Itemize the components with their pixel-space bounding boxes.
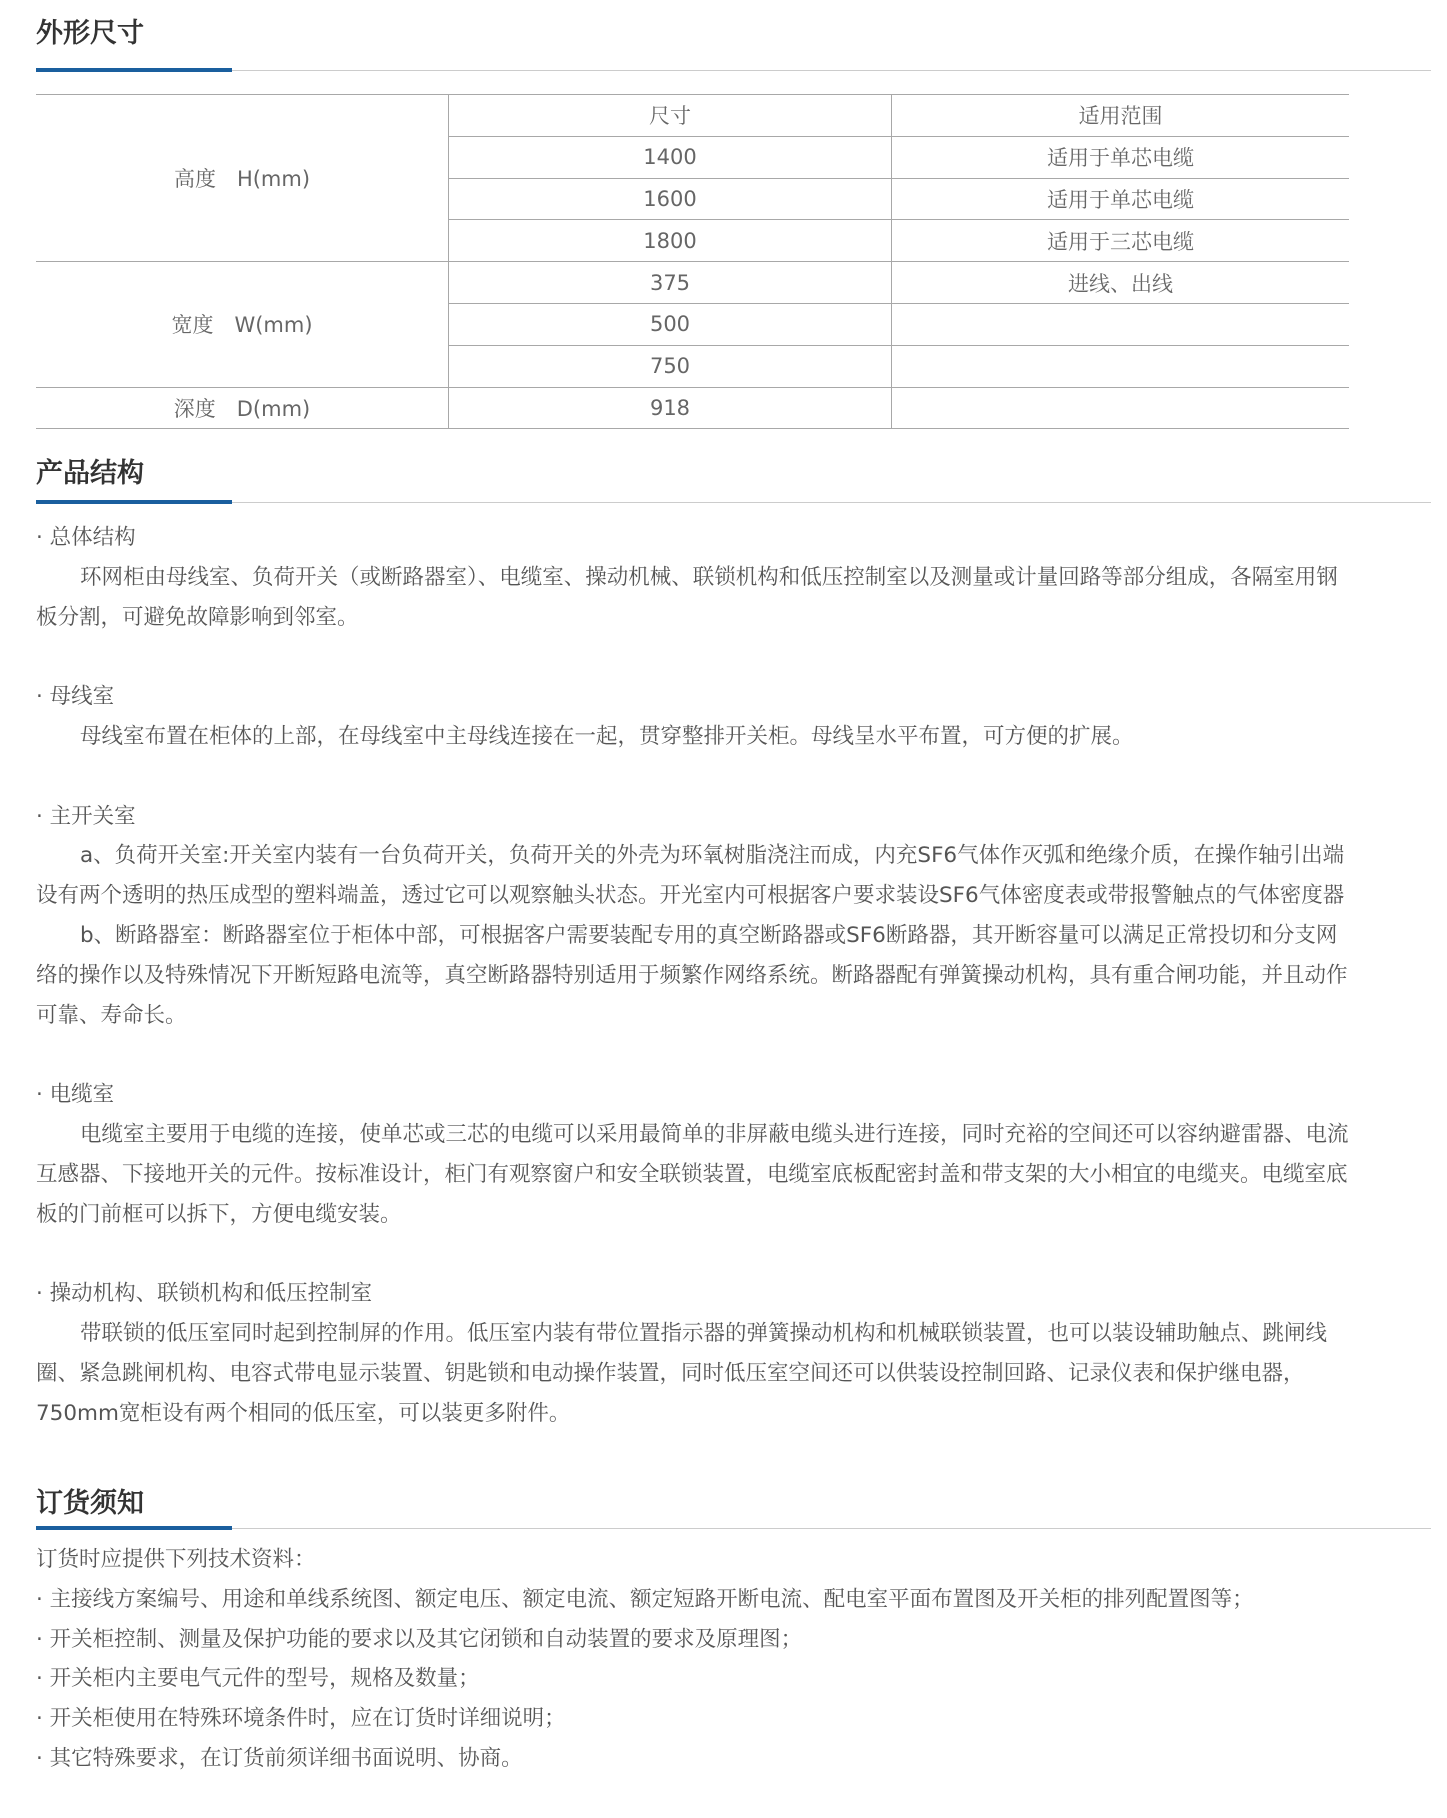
- busbar-text: 母线室布置在柜体的上部，在母线室中主母线连接在一起，贯穿整排开关柜。母线呈水平布置，可方便的扩展。: [80, 723, 1134, 749]
- section-header-structure: [36, 456, 1431, 512]
- divider: [36, 502, 1431, 503]
- list-item: · 其它特殊要求，在订货前须详细书面说明、协商。: [36, 1745, 523, 1771]
- size-cell: 918: [449, 387, 892, 429]
- section-header-ordering: [36, 1486, 1431, 1542]
- header-range: 适用范围: [892, 95, 1350, 137]
- section-accent-bar: [36, 68, 232, 72]
- section-header-dimensions: [36, 16, 1431, 72]
- table-row: [36, 262, 1349, 304]
- range-cell: 适用于三芯电缆: [892, 220, 1350, 262]
- cable-text: 电缆室主要用于电缆的连接，使单芯或三芯的电缆可以采用最简单的非屏蔽电缆头进行连接，同时充裕的空间还可以容纳避雷器、电流互感器、下接地开关的元件。按标准设计，柜门有观察窗户和安全联锁装置，电缆室底板配密封盖和带支架的大小相宜的电缆夹。电缆室底板的门前框可以拆下，方便电缆安装。: [36, 1121, 1349, 1227]
- range-cell: 适用于单芯电缆: [892, 178, 1350, 220]
- divider: [36, 70, 1431, 71]
- width-label: 宽度 W(mm): [171, 313, 313, 338]
- size-cell: 1600: [449, 178, 892, 220]
- main-switch-text-b: b、断路器室：断路器室位于柜体中部，可根据客户需要装配专用的真空断路器或SF6断路器，其开断容量可以满足正常投切和分支网络的操作以及特殊情况下开断短路电流等，真空断路器特别适用于频繁作网络系统。断路器配有弹簧操动机构，具有重合闸功能，并且动作可靠、寿命长。: [36, 922, 1348, 1028]
- section-title: 外形尺寸: [36, 18, 144, 49]
- main-switch-text-a: a、负荷开关室:开关室内装有一台负荷开关，负荷开关的外壳为环氧树脂浇注而成，内充SF6气体作灭弧和绝缘介质，在操作轴引出端设有两个透明的热压成型的塑料端盖，透过它可以观察触头状态。开光室内可根据客户要求装设SF6气体密度表或带报警触点的气体密度器: [36, 843, 1345, 909]
- size-cell: 750: [449, 345, 892, 387]
- list-item: · 开关柜使用在特殊环境条件时，应在订货时详细说明；: [36, 1706, 566, 1732]
- range-cell: [892, 345, 1350, 387]
- depth-label-cell: [36, 387, 449, 429]
- size-cell: 375: [449, 262, 892, 304]
- table-row: [36, 387, 1349, 429]
- cable-heading: · 电缆室: [36, 1082, 115, 1108]
- range-cell: [892, 387, 1350, 429]
- range-cell: 适用于单芯电缆: [892, 136, 1350, 178]
- general-text: 环网柜由母线室、负荷开关（或断路器室）、电缆室、操动机械、联锁机构和低压控制室以及测量或计量回路等部分组成，各隔室用钢板分割，可避免故障影响到邻室。: [36, 564, 1338, 630]
- section-accent-bar: [36, 1526, 232, 1530]
- list-item: · 主接线方案编号、用途和单线系统图、额定电压、额定电流、额定短路开断电流、配电室平面布置图及开关柜的排列配置图等；: [36, 1586, 1254, 1612]
- size-cell: 1800: [449, 220, 892, 262]
- ordering-intro: 订货时应提供下列技术资料：: [36, 1547, 316, 1572]
- divider: [36, 1528, 1431, 1529]
- list-item: · 开关柜内主要电气元件的型号，规格及数量；: [36, 1666, 480, 1692]
- size-cell: 1400: [449, 136, 892, 178]
- structure-content: [36, 518, 1352, 1433]
- table-row: [36, 95, 1349, 137]
- main-switch-heading: · 主开关室: [36, 803, 136, 829]
- height-label: 高度 H(mm): [173, 167, 311, 192]
- busbar-heading: · 母线室: [36, 684, 115, 710]
- section-title: 产品结构: [36, 458, 144, 489]
- depth-label: 深度 D(mm): [173, 396, 311, 421]
- section-accent-bar: [36, 500, 232, 504]
- height-label-cell: [36, 95, 449, 262]
- list-item: · 开关柜控制、测量及保护功能的要求以及其它闭锁和自动装置的要求及原理图；: [36, 1626, 803, 1652]
- size-cell: 500: [449, 303, 892, 345]
- general-heading: · 总体结构: [36, 525, 136, 550]
- width-label-cell: [36, 262, 449, 387]
- operation-text: 带联锁的低压室同时起到控制屏的作用。低压室内装有带位置指示器的弹簧操动机构和机械联锁装置，也可以装设辅助触点、跳闸线圈、紧急跳闸机构、电容式带电显示装置、钥匙锁和电动操作装置，同时低压室空间还可以供装设控制回路、记录仪表和保护继电器，750mm宽柜设有两个相同的低压室，可以装更多附件。: [36, 1320, 1328, 1426]
- header-size: 尺寸: [449, 95, 892, 137]
- section-title: 订货须知: [36, 1488, 144, 1519]
- range-cell: [892, 303, 1350, 345]
- range-cell: 进线、出线: [892, 262, 1350, 304]
- ordering-content: [36, 1540, 1436, 1779]
- operation-heading: · 操动机构、联锁机构和低压控制室: [36, 1281, 373, 1307]
- dimensions-table: [36, 94, 1349, 429]
